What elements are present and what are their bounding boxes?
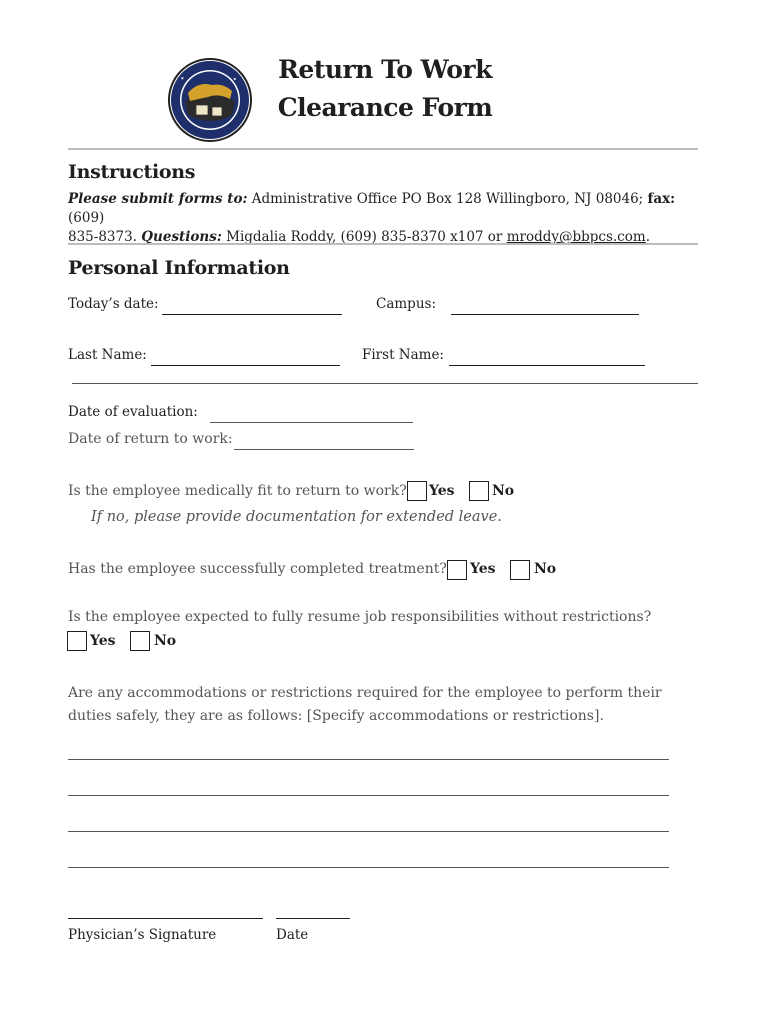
accommodations-line-field[interactable] (68, 759, 669, 760)
divider (72, 383, 698, 384)
fax-label: fax: (647, 191, 676, 207)
svg-text:✦: ✦ (230, 75, 238, 84)
q3-yes-checkbox[interactable] (67, 631, 87, 651)
signature-date-label: Date (276, 927, 309, 943)
date-evaluation-field[interactable] (210, 422, 413, 423)
personal-info-heading: Personal Information (68, 257, 290, 279)
q1-no-checkbox[interactable] (469, 481, 489, 501)
q1-note: If no, please provide documentation for extended leave. (91, 509, 502, 525)
accommodations-line-field[interactable] (68, 795, 669, 796)
physician-signature-field[interactable] (68, 918, 263, 919)
q1-yes-label: Yes (429, 483, 455, 499)
submit-text: Administrative Office PO Box 128 Willingboro, NJ 08046; (247, 191, 648, 207)
divider (68, 148, 698, 150)
last-name-field[interactable] (151, 365, 340, 366)
question-medically-fit: Is the employee medically fit to return to work? (68, 483, 407, 499)
questions-label: Questions: (141, 229, 222, 245)
campus-label: Campus: (376, 296, 436, 312)
last-name-label: Last Name: (68, 347, 147, 363)
email-link[interactable]: mroddy@bbpcs.com (506, 229, 646, 245)
divider (68, 243, 698, 245)
accommodations-line2: duties safely, they are as follows: [Specify accommodations or restrictions]. (68, 708, 604, 724)
accommodations-line-field[interactable] (68, 867, 669, 868)
period: . (645, 229, 650, 245)
todays-date-label: Today’s date: (68, 296, 159, 312)
question-resume-responsibilities: Is the employee expected to fully resume job responsibilities without restrictions? (68, 609, 652, 625)
todays-date-field[interactable] (162, 314, 342, 315)
accommodations-text (68, 682, 708, 728)
first-name-field[interactable] (449, 365, 645, 366)
questions-text: Migdalia Roddy, (609) 835-8370 x107 or (221, 229, 507, 245)
fax-text-2: 835-8373. (68, 229, 142, 245)
svg-text:✦: ✦ (179, 75, 187, 83)
school-seal-logo (168, 57, 252, 143)
q3-no-label: No (154, 633, 177, 649)
date-return-field[interactable] (234, 449, 414, 450)
form-title-line1: Return To Work (278, 55, 492, 84)
instructions-heading: Instructions (68, 161, 196, 183)
q1-no-label: No (492, 483, 515, 499)
date-return-label: Date of return to work: (68, 431, 233, 447)
accommodations-line1: Are any accommodations or restrictions required for the employee to perform their (68, 685, 662, 701)
physician-signature-label: Physician’s Signature (68, 927, 217, 943)
submit-label: Please submit forms to: (68, 191, 248, 207)
accommodations-line-field[interactable] (68, 831, 669, 832)
q3-yes-label: Yes (90, 633, 116, 649)
q1-yes-checkbox[interactable] (407, 481, 427, 501)
signature-date-field[interactable] (276, 918, 350, 919)
first-name-label: First Name: (362, 347, 444, 363)
instructions-text (68, 190, 708, 247)
q2-no-label: No (534, 561, 557, 577)
fax-text-1: (609) (68, 210, 105, 226)
campus-field[interactable] (451, 314, 639, 315)
date-evaluation-label: Date of evaluation: (68, 404, 198, 420)
question-completed-treatment: Has the employee successfully completed treatment? (68, 561, 447, 577)
q2-yes-label: Yes (470, 561, 496, 577)
q2-yes-checkbox[interactable] (447, 560, 467, 580)
q2-no-checkbox[interactable] (510, 560, 530, 580)
q3-no-checkbox[interactable] (130, 631, 150, 651)
form-title-line2: Clearance Form (277, 93, 493, 122)
